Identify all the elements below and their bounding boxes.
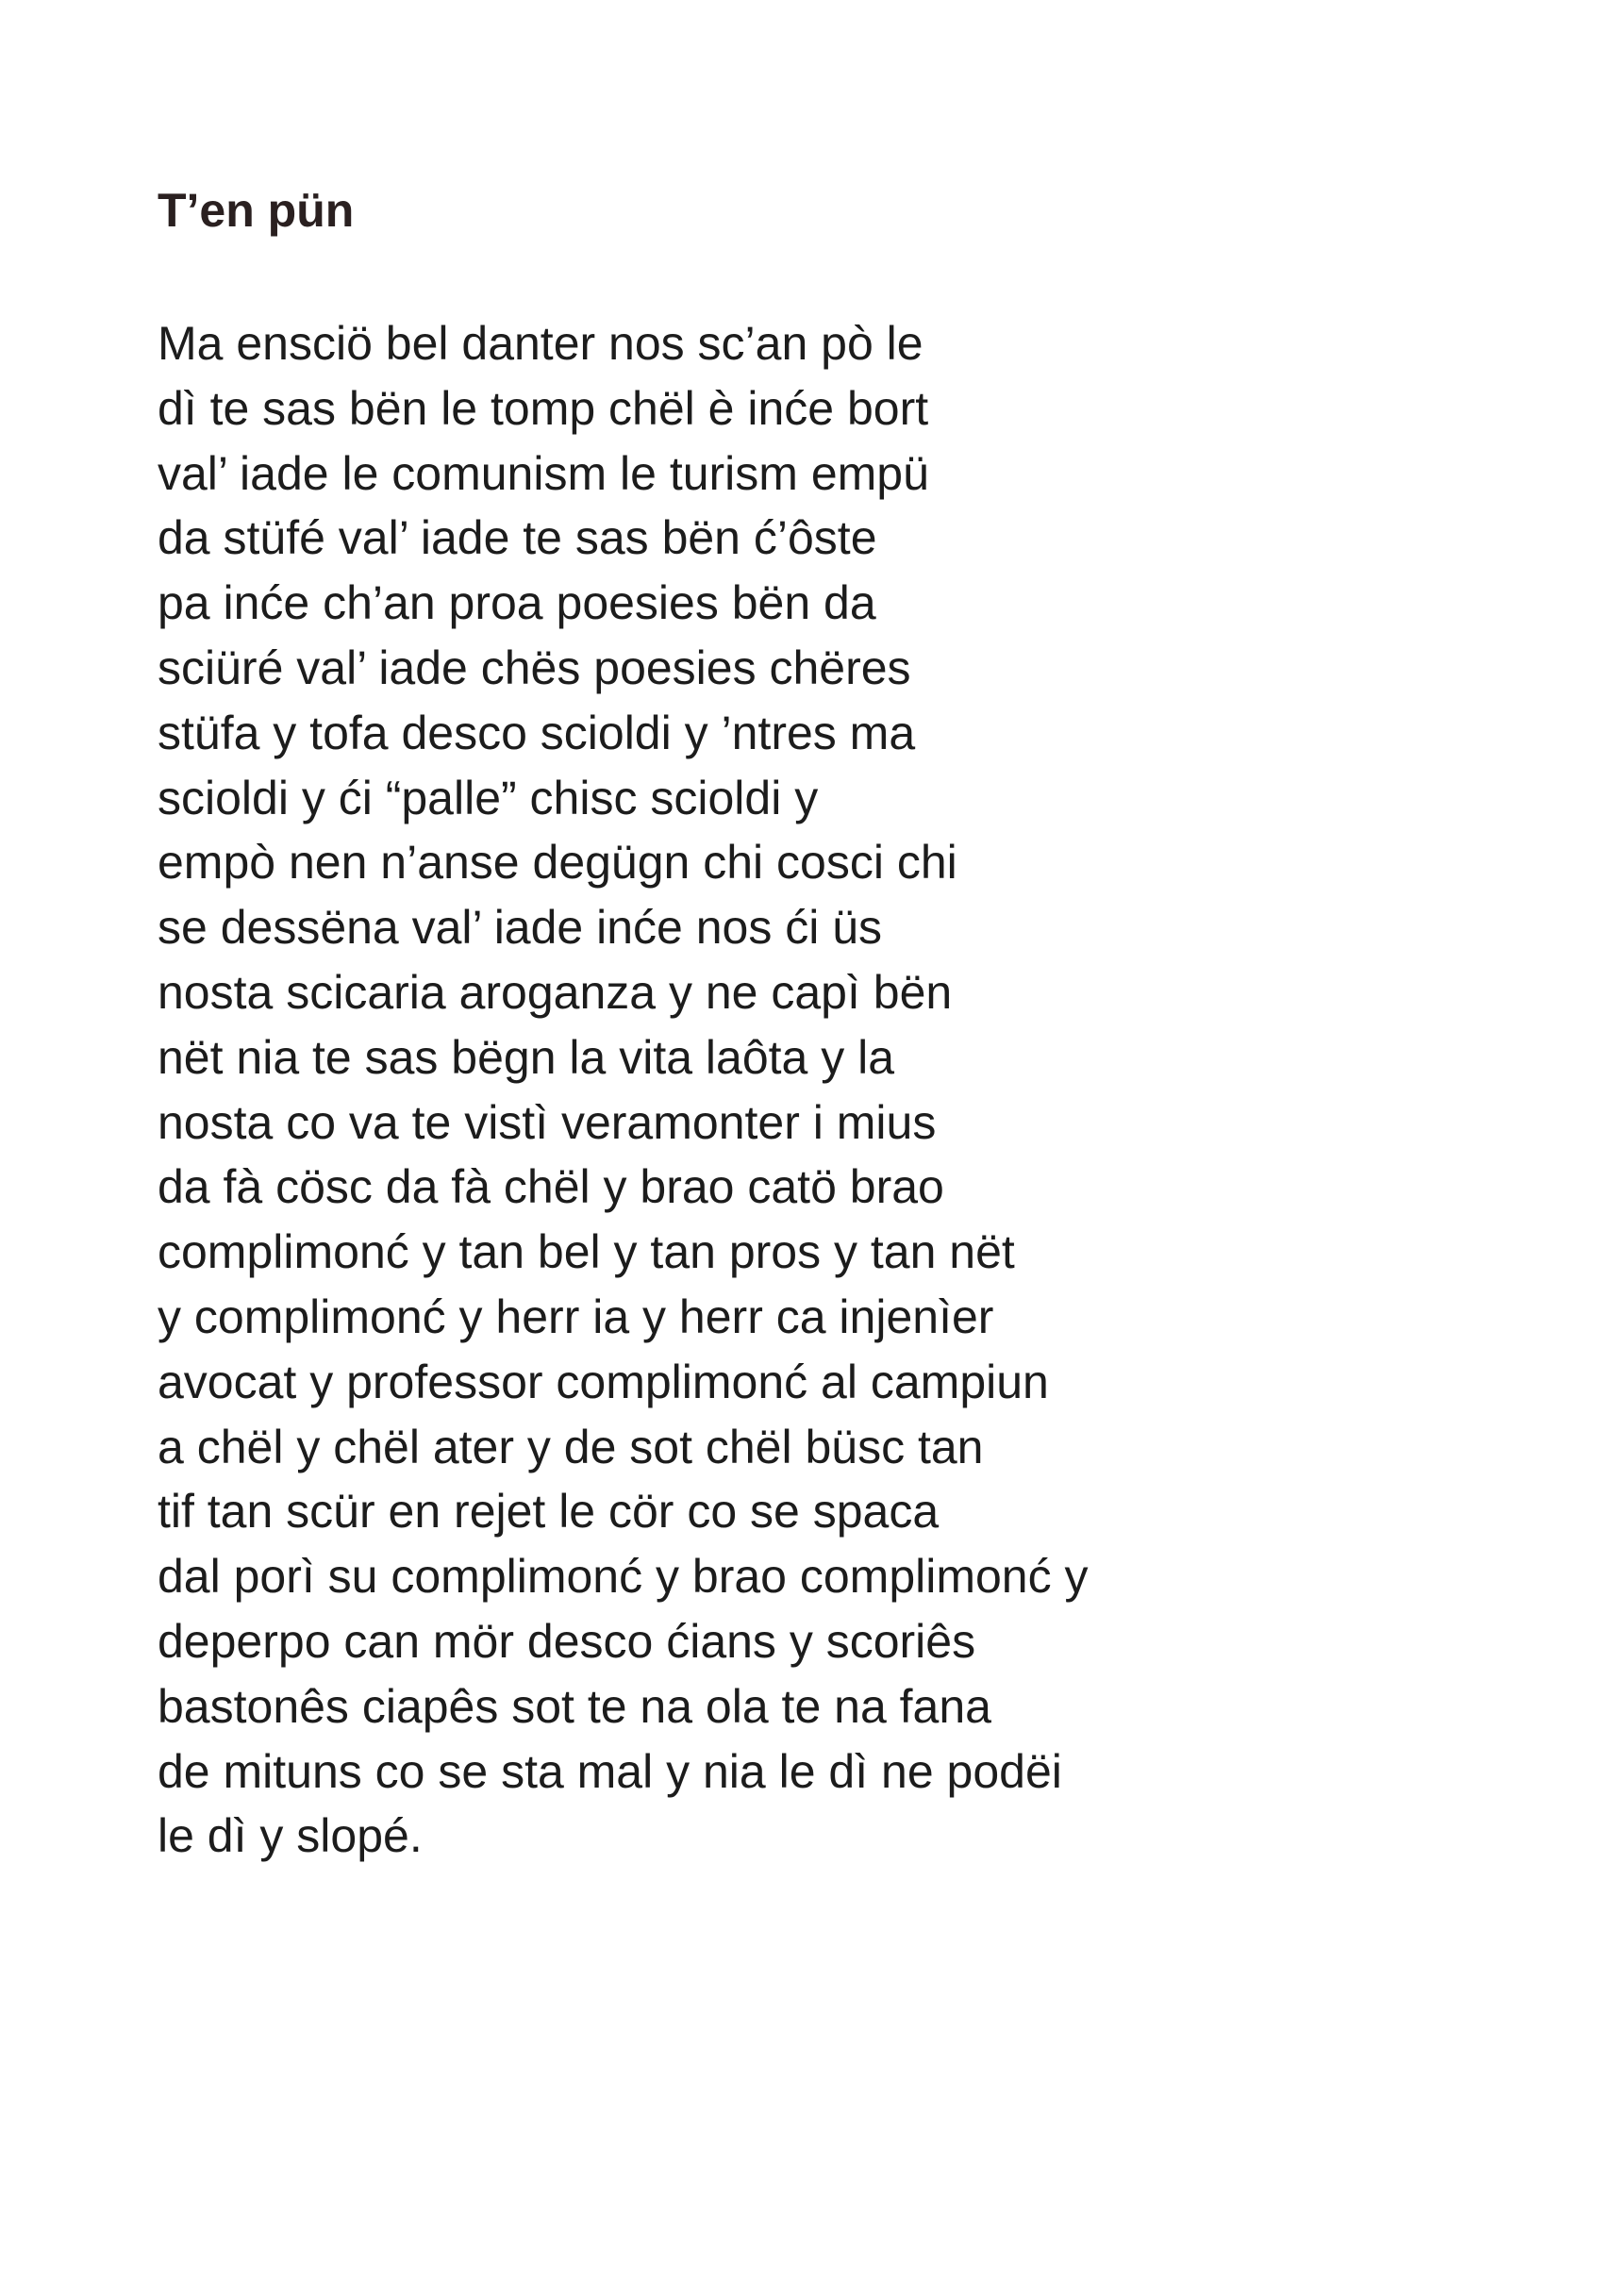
- poem-line: dal porì su complimonć y brao complimonć y: [158, 1550, 1089, 1604]
- poem-line: bastonês ciapês sot te na ola te na fana: [158, 1679, 991, 1733]
- poem-line: sciüré val’ iade chës poesies chëres: [158, 641, 911, 694]
- poem-line: complimonć y tan bel y tan pros y tan nët: [158, 1225, 1015, 1279]
- poem-line: da stüfé val’ iade te sas bën ć’ôste: [158, 511, 877, 565]
- poem-line: y complimonć y herr ia y herr ca injenìer: [158, 1289, 994, 1343]
- poem-line: da fà cösc da fà chël y brao catö brao: [158, 1160, 944, 1214]
- poem-line: se dessëna val’ iade inće nos ći üs: [158, 901, 883, 955]
- poem-line: stüfa y tofa desco scioldi y ’ntres ma: [158, 706, 916, 759]
- poem-line: nosta scicaria aroganza y ne capì bën: [158, 965, 953, 1019]
- poem-line: Ma ensciö bel danter nos sc’an pò le: [158, 317, 923, 370]
- poem-line: nosta co va te vistì veramonter i mius: [158, 1095, 937, 1149]
- poem-line: dì te sas bën le tomp chël è inće bort: [158, 381, 929, 435]
- poem-title: T’en pün: [158, 184, 355, 237]
- poem-line: avocat y professor complimonć al campiun: [158, 1355, 1049, 1408]
- poem-line: le dì y slopé.: [158, 1809, 423, 1863]
- poem-body: [158, 311, 1089, 1869]
- poem-line: deperpo can mör desco ćians y scoriês: [158, 1614, 976, 1668]
- poem-line: empò nen n’anse degügn chi cosci chi: [158, 836, 957, 890]
- poem-line: pa inće ch’an proa poesies bën da: [158, 576, 876, 630]
- poem-line: a chël y chël ater y de sot chël büsc tan: [158, 1420, 984, 1473]
- poem-line: scioldi y ći “palle” chisc scioldi y: [158, 771, 819, 824]
- poem-line: tif tan scür en rejet le cör co se spaca: [158, 1485, 940, 1539]
- poem-line: nët nia te sas bëgn la vita laôta y la: [158, 1030, 895, 1084]
- poem-line: de mituns co se sta mal y nia le dì ne podëi: [158, 1744, 1062, 1798]
- poem-line: val’ iade le comunism le turism empü: [158, 446, 929, 500]
